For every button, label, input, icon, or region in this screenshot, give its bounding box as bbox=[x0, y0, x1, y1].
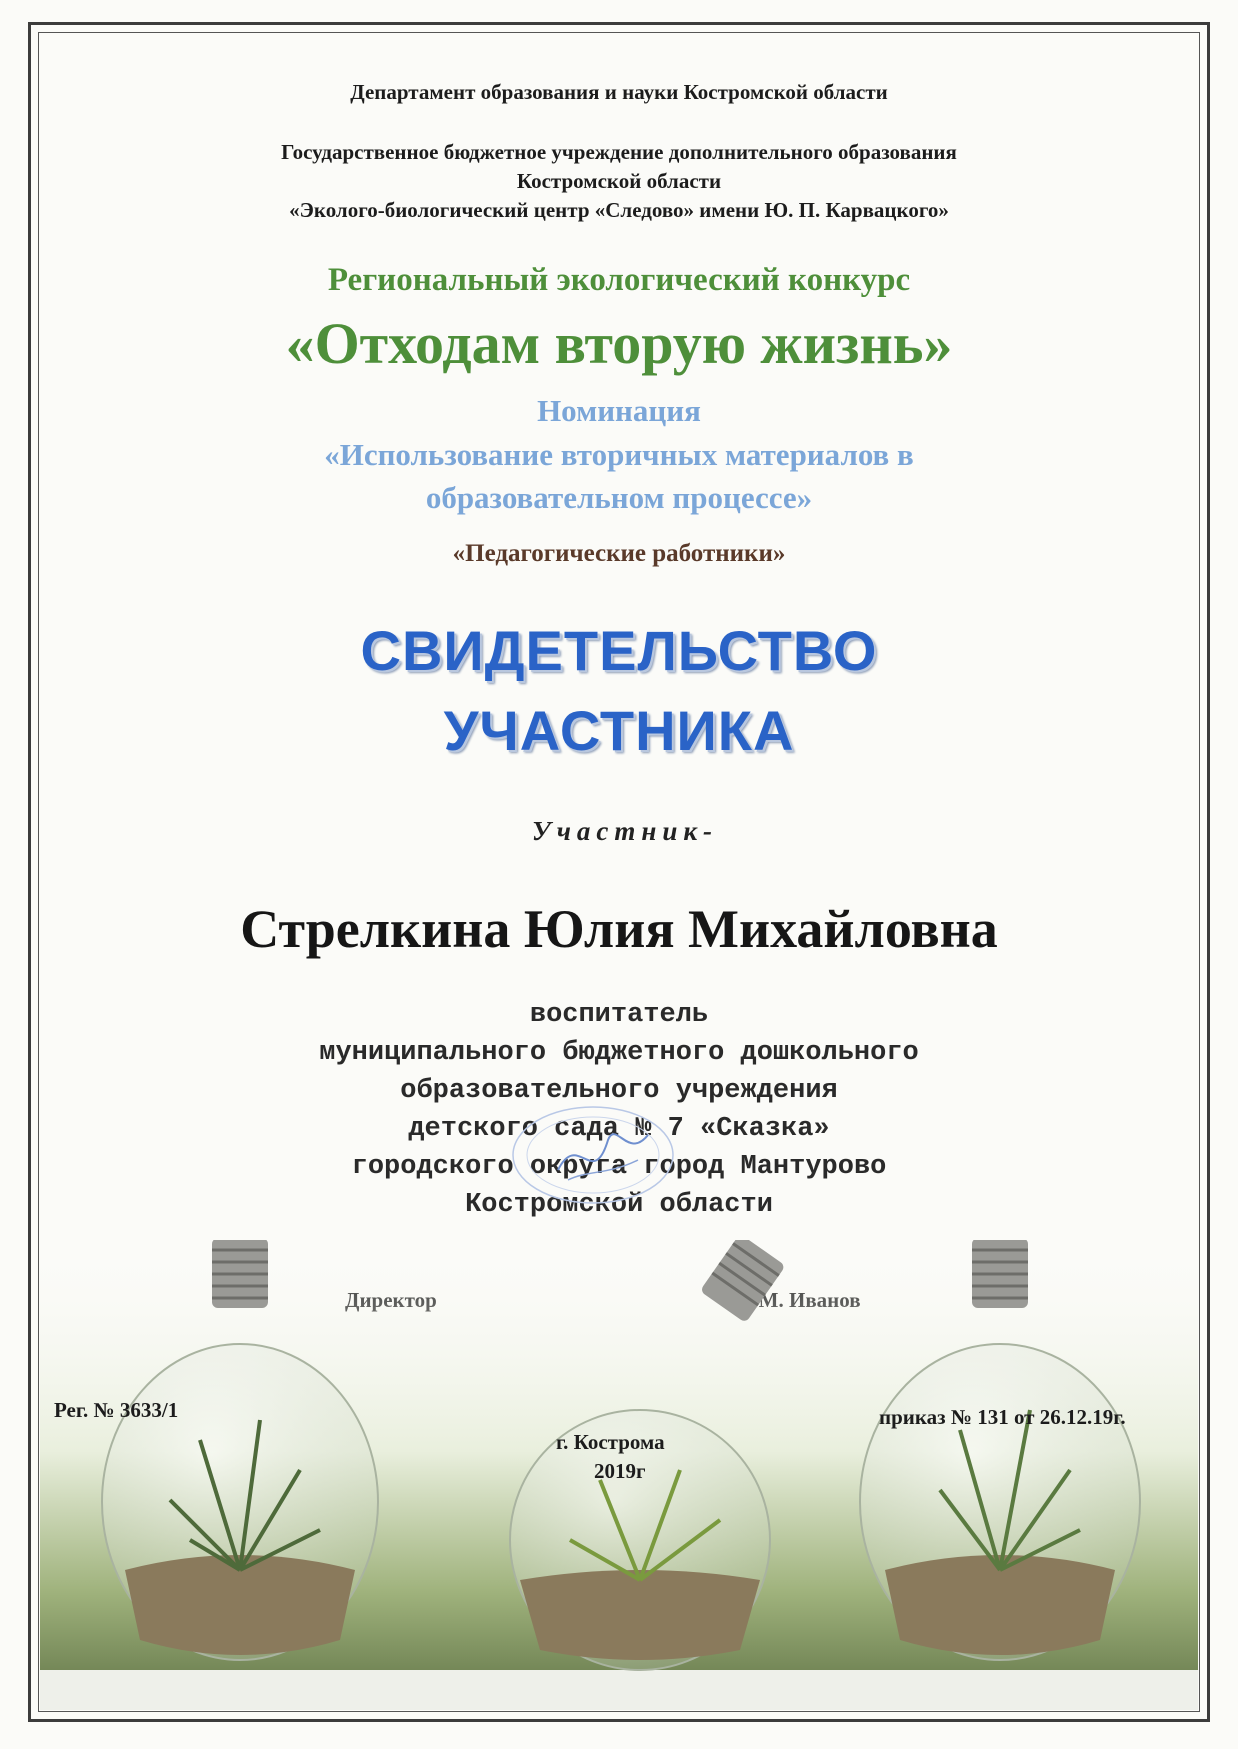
city-label: г. Кострома bbox=[556, 1430, 665, 1454]
department-name: Департамент образования и науки Костромской области bbox=[350, 80, 888, 104]
institution-line-1: Государственное бюджетное учреждение дополнительного образования bbox=[281, 140, 957, 164]
seal-signature-stamp bbox=[498, 1100, 688, 1210]
contest-subtitle: Региональный экологический конкурс bbox=[327, 262, 911, 298]
year-label: 2019г bbox=[594, 1459, 646, 1483]
institution-line-3: «Эколого-биологический центр «Следово» имени Ю. П. Карвацкого» bbox=[289, 198, 949, 222]
position-line-5: городского округа город Мантурово bbox=[351, 1152, 887, 1182]
position-line-4: детского сада № 7 «Сказка» bbox=[408, 1114, 830, 1144]
institution-line-2: Костромской области bbox=[516, 169, 722, 193]
certificate-title-line-2: УЧАСТНИКА bbox=[443, 699, 795, 762]
position-line-2: муниципального бюджетного дошкольного bbox=[319, 1038, 919, 1068]
contest-title: «Отходам вторую жизнь» bbox=[285, 311, 953, 376]
nomination-line-1: «Использование вторичных материалов в bbox=[324, 437, 914, 472]
order-number: приказ № 131 от 26.12.19г. bbox=[879, 1405, 1126, 1429]
participant-label: Участник- bbox=[531, 816, 719, 846]
certificate-title-line-1: СВИДЕТЕЛЬСТВО bbox=[360, 619, 878, 682]
position-line-6: Костромской области bbox=[465, 1190, 773, 1220]
nomination-label: Номинация bbox=[537, 393, 701, 428]
category-label: «Педагогические работники» bbox=[452, 540, 786, 567]
nomination-line-2: образовательном процессе» bbox=[425, 480, 813, 515]
registration-number: Рег. № 3633/1 bbox=[54, 1398, 179, 1422]
position-line-3: образовательного учреждения bbox=[400, 1076, 838, 1106]
participant-name: Стрелкина Юлия Михайловна bbox=[240, 899, 998, 959]
position-line-1: воспитатель bbox=[529, 1000, 709, 1030]
